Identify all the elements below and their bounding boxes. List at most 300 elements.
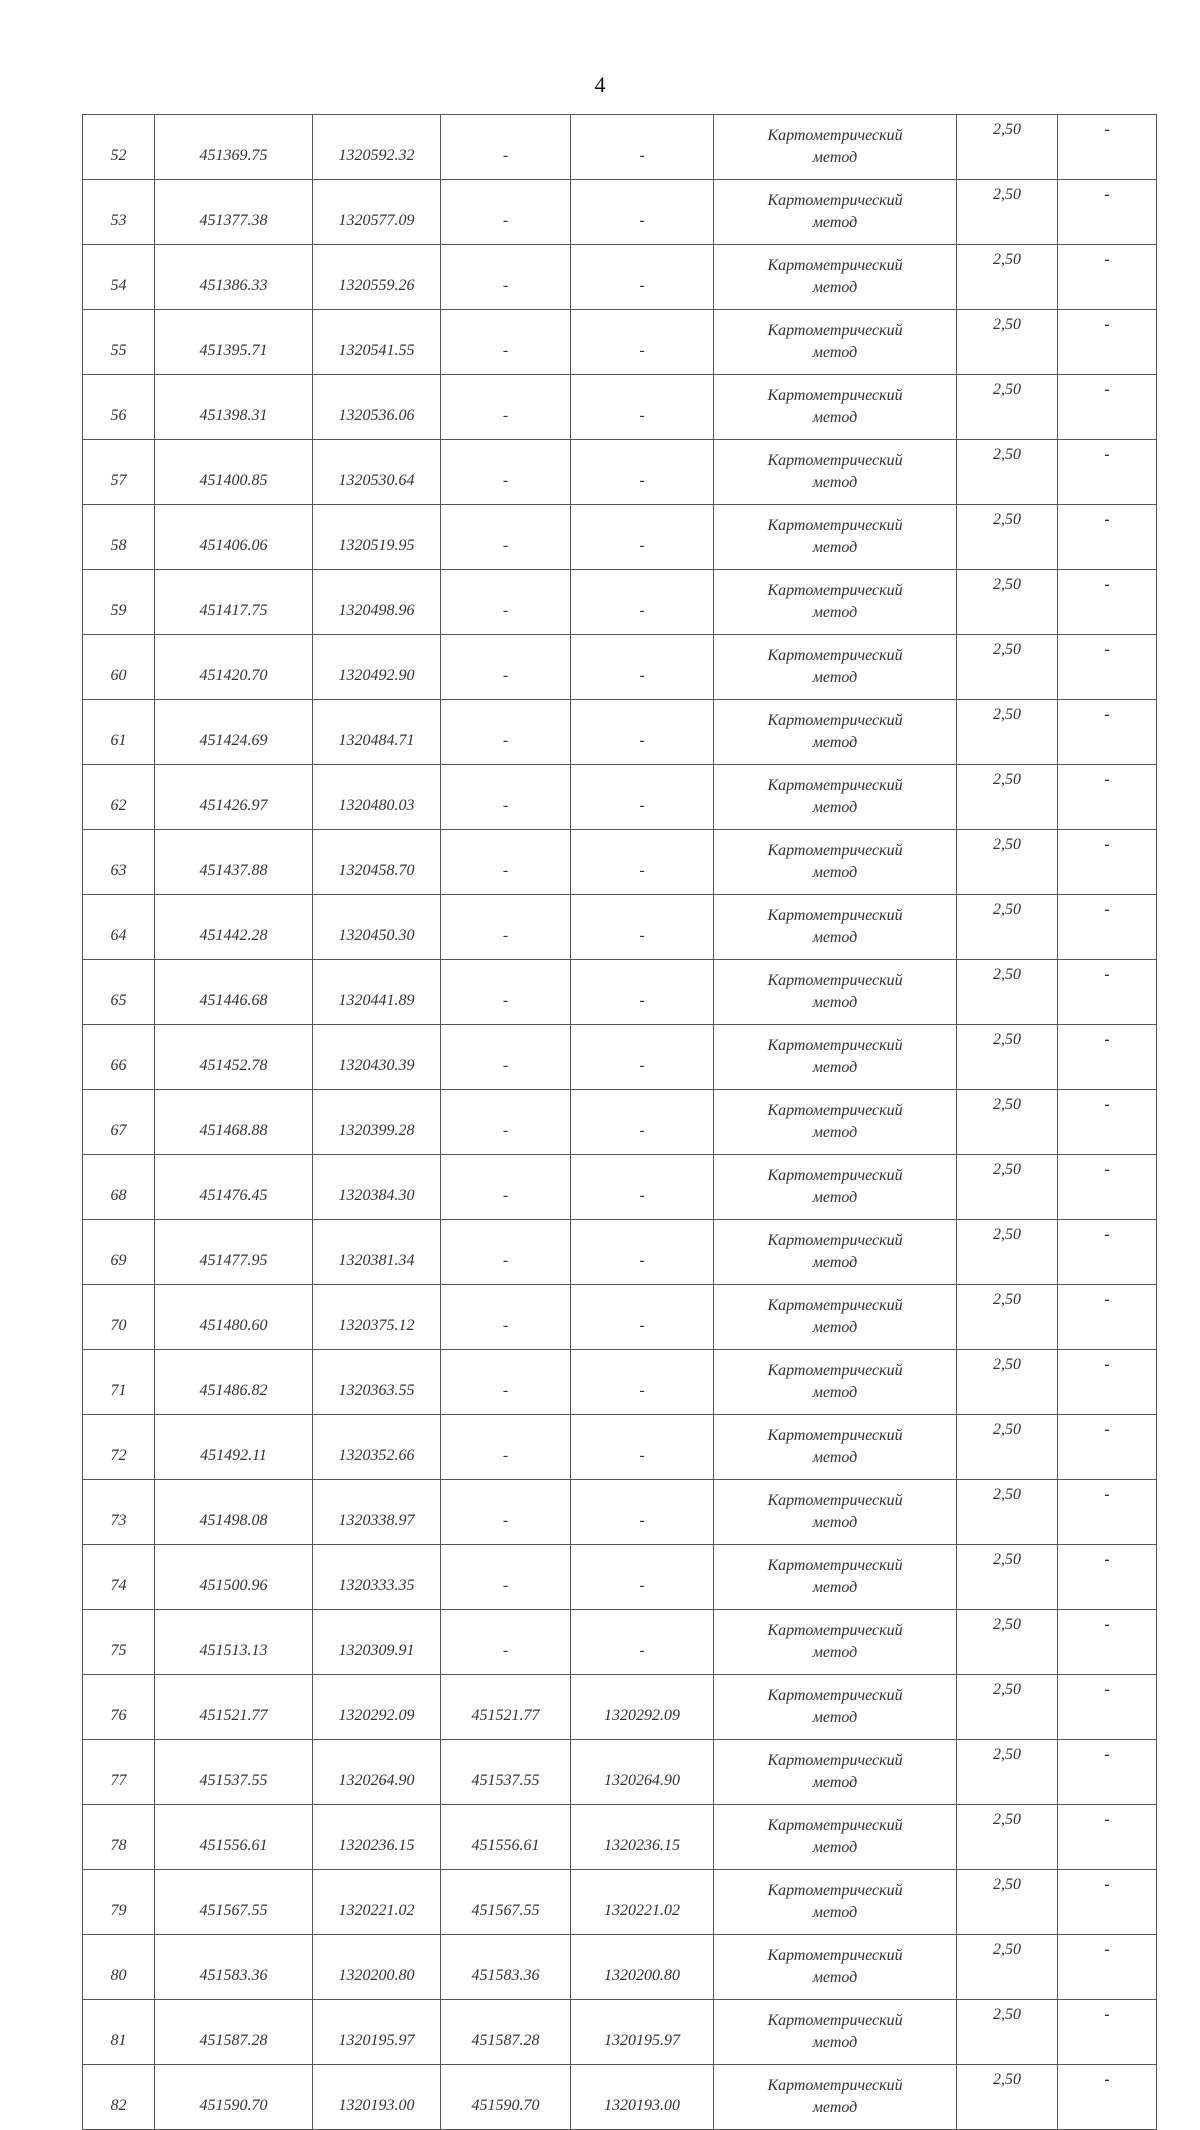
method-cell [714,1610,957,1675]
table-row [83,635,1157,700]
y-coordinate-cell: 1320530.64 [313,440,441,505]
x-old-coordinate-cell: 451587.28 [441,2000,571,2065]
method-cell [714,570,957,635]
coordinates-table [82,114,1157,2130]
table-row [83,1350,1157,1415]
method-line1: Картометрический [767,712,903,729]
x-old-coordinate-cell: - [441,1025,571,1090]
x-coordinate-cell: 451498.08 [155,1480,313,1545]
y-old-coordinate-cell: - [571,1350,714,1415]
x-coordinate-cell: 451395.71 [155,310,313,375]
y-coordinate-cell: 1320480.03 [313,765,441,830]
error-value-cell: 2,50 [957,1805,1058,1870]
note-cell: - [1058,765,1157,830]
error-value-cell: 2,50 [957,1545,1058,1610]
method-line1: Картометрический [767,1752,903,1769]
table-row [83,570,1157,635]
y-old-coordinate-cell: - [571,765,714,830]
note-cell: - [1058,1285,1157,1350]
x-coordinate-cell: 451420.70 [155,635,313,700]
method-line1: Картометрический [767,517,903,534]
x-coordinate-cell: 451468.88 [155,1090,313,1155]
method-line2: метод [812,669,858,686]
note-cell: - [1058,1025,1157,1090]
x-old-coordinate-cell: - [441,375,571,440]
point-number-cell: 77 [83,1740,155,1805]
method-cell [714,1675,957,1740]
x-coordinate-cell: 451476.45 [155,1155,313,1220]
method-line2: метод [812,1904,858,1921]
method-cell [714,1545,957,1610]
method-cell [714,375,957,440]
error-value-cell: 2,50 [957,115,1058,180]
y-coordinate-cell: 1320458.70 [313,830,441,895]
point-number-cell: 82 [83,2065,155,2130]
point-number-cell: 69 [83,1220,155,1285]
point-number-cell: 56 [83,375,155,440]
y-old-coordinate-cell: - [571,1090,714,1155]
y-coordinate-cell: 1320338.97 [313,1480,441,1545]
x-coordinate-cell: 451398.31 [155,375,313,440]
note-cell: - [1058,2000,1157,2065]
method-line1: Картометрический [767,452,903,469]
note-cell: - [1058,960,1157,1025]
point-number-cell: 67 [83,1090,155,1155]
note-cell: - [1058,1675,1157,1740]
table-row [83,375,1157,440]
y-old-coordinate-cell: - [571,1610,714,1675]
point-number-cell: 53 [83,180,155,245]
method-line2: метод [812,604,858,621]
y-old-coordinate-cell: - [571,1025,714,1090]
point-number-cell: 57 [83,440,155,505]
method-line2: метод [812,1254,858,1271]
x-coordinate-cell: 451369.75 [155,115,313,180]
point-number-cell: 62 [83,765,155,830]
x-coordinate-cell: 451513.13 [155,1610,313,1675]
method-cell [714,960,957,1025]
error-value-cell: 2,50 [957,1285,1058,1350]
x-coordinate-cell: 451406.06 [155,505,313,570]
method-line2: метод [812,994,858,1011]
x-old-coordinate-cell: 451537.55 [441,1740,571,1805]
x-coordinate-cell: 451567.55 [155,1870,313,1935]
note-cell: - [1058,1935,1157,2000]
method-cell [714,1220,957,1285]
note-cell: - [1058,570,1157,635]
x-old-coordinate-cell: - [441,115,571,180]
y-old-coordinate-cell: - [571,375,714,440]
y-coordinate-cell: 1320193.00 [313,2065,441,2130]
method-line2: метод [812,1579,858,1596]
note-cell: - [1058,1155,1157,1220]
method-cell [714,1805,957,1870]
x-old-coordinate-cell: - [441,1480,571,1545]
point-number-cell: 72 [83,1415,155,1480]
y-old-coordinate-cell: - [571,1285,714,1350]
error-value-cell: 2,50 [957,1090,1058,1155]
y-coordinate-cell: 1320309.91 [313,1610,441,1675]
x-old-coordinate-cell: - [441,570,571,635]
table-row [83,1090,1157,1155]
method-line1: Картометрический [767,2012,903,2029]
y-coordinate-cell: 1320264.90 [313,1740,441,1805]
x-old-coordinate-cell: - [441,245,571,310]
table-row [83,1610,1157,1675]
note-cell: - [1058,375,1157,440]
table-row [83,765,1157,830]
y-old-coordinate-cell: - [571,1220,714,1285]
error-value-cell: 2,50 [957,440,1058,505]
y-old-coordinate-cell: - [571,1155,714,1220]
table-row [83,180,1157,245]
table-row [83,1285,1157,1350]
method-line2: метод [812,1969,858,1986]
method-cell [714,1480,957,1545]
method-line2: метод [812,929,858,946]
point-number-cell: 76 [83,1675,155,1740]
y-coordinate-cell: 1320352.66 [313,1415,441,1480]
error-value-cell: 2,50 [957,2000,1058,2065]
y-old-coordinate-cell: - [571,895,714,960]
point-number-cell: 74 [83,1545,155,1610]
y-old-coordinate-cell: - [571,830,714,895]
y-coordinate-cell: 1320559.26 [313,245,441,310]
method-line2: метод [812,2099,858,2116]
note-cell: - [1058,440,1157,505]
y-old-coordinate-cell: 1320195.97 [571,2000,714,2065]
note-cell: - [1058,1220,1157,1285]
error-value-cell: 2,50 [957,1610,1058,1675]
note-cell: - [1058,1350,1157,1415]
y-old-coordinate-cell: - [571,570,714,635]
note-cell: - [1058,635,1157,700]
y-old-coordinate-cell: - [571,245,714,310]
method-line1: Картометрический [767,387,903,404]
y-old-coordinate-cell: - [571,180,714,245]
y-coordinate-cell: 1320221.02 [313,1870,441,1935]
x-coordinate-cell: 451583.36 [155,1935,313,2000]
x-old-coordinate-cell: - [441,180,571,245]
method-line1: Картометрический [767,582,903,599]
error-value-cell: 2,50 [957,1935,1058,2000]
method-cell [714,2065,957,2130]
method-line2: метод [812,279,858,296]
error-value-cell: 2,50 [957,180,1058,245]
y-coordinate-cell: 1320375.12 [313,1285,441,1350]
method-line1: Картометрический [767,1882,903,1899]
point-number-cell: 54 [83,245,155,310]
x-old-coordinate-cell: - [441,1285,571,1350]
method-cell [714,180,957,245]
x-coordinate-cell: 451556.61 [155,1805,313,1870]
point-number-cell: 58 [83,505,155,570]
note-cell: - [1058,1480,1157,1545]
error-value-cell: 2,50 [957,830,1058,895]
x-coordinate-cell: 451386.33 [155,245,313,310]
y-coordinate-cell: 1320333.35 [313,1545,441,1610]
error-value-cell: 2,50 [957,765,1058,830]
y-coordinate-cell: 1320492.90 [313,635,441,700]
method-line1: Картометрический [767,972,903,989]
method-line1: Картометрический [767,1492,903,1509]
point-number-cell: 63 [83,830,155,895]
y-old-coordinate-cell: 1320264.90 [571,1740,714,1805]
method-line1: Картометрический [767,777,903,794]
x-old-coordinate-cell: 451556.61 [441,1805,571,1870]
table-row [83,1480,1157,1545]
y-coordinate-cell: 1320200.80 [313,1935,441,2000]
note-cell: - [1058,115,1157,180]
point-number-cell: 78 [83,1805,155,1870]
method-line2: метод [812,1449,858,1466]
error-value-cell: 2,50 [957,1025,1058,1090]
note-cell: - [1058,1415,1157,1480]
y-old-coordinate-cell: 1320292.09 [571,1675,714,1740]
table-row [83,700,1157,765]
error-value-cell: 2,50 [957,635,1058,700]
y-old-coordinate-cell: - [571,440,714,505]
error-value-cell: 2,50 [957,1220,1058,1285]
y-old-coordinate-cell: 1320193.00 [571,2065,714,2130]
method-cell [714,1025,957,1090]
method-line1: Картометрический [767,1622,903,1639]
note-cell: - [1058,1805,1157,1870]
method-cell [714,635,957,700]
method-line2: метод [812,214,858,231]
error-value-cell: 2,50 [957,375,1058,440]
y-coordinate-cell: 1320195.97 [313,2000,441,2065]
method-cell [714,2000,957,2065]
x-old-coordinate-cell: - [441,765,571,830]
method-line2: метод [812,409,858,426]
method-line1: Картометрический [767,842,903,859]
note-cell: - [1058,895,1157,960]
table-row [83,1545,1157,1610]
note-cell: - [1058,2065,1157,2130]
method-line2: метод [812,1384,858,1401]
method-cell [714,1090,957,1155]
error-value-cell: 2,50 [957,505,1058,570]
point-number-cell: 59 [83,570,155,635]
point-number-cell: 61 [83,700,155,765]
x-coordinate-cell: 451492.11 [155,1415,313,1480]
table-row [83,1805,1157,1870]
table-row [83,505,1157,570]
table-row [83,1675,1157,1740]
method-line2: метод [812,734,858,751]
x-old-coordinate-cell: - [441,635,571,700]
method-line1: Картометрический [767,322,903,339]
x-old-coordinate-cell: 451583.36 [441,1935,571,2000]
method-cell [714,1415,957,1480]
point-number-cell: 81 [83,2000,155,2065]
y-old-coordinate-cell: - [571,635,714,700]
x-coordinate-cell: 451537.55 [155,1740,313,1805]
error-value-cell: 2,50 [957,570,1058,635]
table-row [83,2000,1157,2065]
y-coordinate-cell: 1320381.34 [313,1220,441,1285]
method-line2: метод [812,1124,858,1141]
error-value-cell: 2,50 [957,895,1058,960]
table-row [83,310,1157,375]
note-cell: - [1058,830,1157,895]
method-cell [714,1350,957,1415]
y-coordinate-cell: 1320484.71 [313,700,441,765]
note-cell: - [1058,310,1157,375]
x-coordinate-cell: 451486.82 [155,1350,313,1415]
table-row [83,245,1157,310]
point-number-cell: 60 [83,635,155,700]
x-old-coordinate-cell: - [441,440,571,505]
x-old-coordinate-cell: - [441,1545,571,1610]
method-line2: метод [812,1774,858,1791]
x-coordinate-cell: 451452.78 [155,1025,313,1090]
y-coordinate-cell: 1320384.30 [313,1155,441,1220]
x-old-coordinate-cell: - [441,1220,571,1285]
method-line1: Картометрический [767,1297,903,1314]
method-cell [714,1870,957,1935]
x-old-coordinate-cell: - [441,1155,571,1220]
point-number-cell: 66 [83,1025,155,1090]
table-row [83,115,1157,180]
method-cell [714,115,957,180]
method-cell [714,310,957,375]
point-number-cell: 64 [83,895,155,960]
method-line2: метод [812,2034,858,2051]
y-old-coordinate-cell: - [571,960,714,1025]
x-coordinate-cell: 451437.88 [155,830,313,895]
x-coordinate-cell: 451442.28 [155,895,313,960]
x-old-coordinate-cell: - [441,830,571,895]
note-cell: - [1058,505,1157,570]
y-coordinate-cell: 1320519.95 [313,505,441,570]
y-coordinate-cell: 1320577.09 [313,180,441,245]
method-cell [714,1740,957,1805]
table-row [83,1870,1157,1935]
method-line2: метод [812,1059,858,1076]
y-coordinate-cell: 1320363.55 [313,1350,441,1415]
x-coordinate-cell: 451521.77 [155,1675,313,1740]
method-line2: метод [812,344,858,361]
method-line1: Картометрический [767,647,903,664]
x-old-coordinate-cell: - [441,1610,571,1675]
point-number-cell: 52 [83,115,155,180]
method-line1: Картометрический [767,127,903,144]
method-line1: Картометрический [767,907,903,924]
x-coordinate-cell: 451446.68 [155,960,313,1025]
method-cell [714,1935,957,2000]
method-line1: Картометрический [767,1817,903,1834]
method-line2: метод [812,474,858,491]
note-cell: - [1058,245,1157,310]
y-coordinate-cell: 1320536.06 [313,375,441,440]
error-value-cell: 2,50 [957,1155,1058,1220]
table-row [83,2065,1157,2130]
table-row [83,1935,1157,2000]
table-row [83,1025,1157,1090]
x-coordinate-cell: 451500.96 [155,1545,313,1610]
method-cell [714,1155,957,1220]
note-cell: - [1058,700,1157,765]
method-line2: метод [812,1644,858,1661]
x-coordinate-cell: 451477.95 [155,1220,313,1285]
method-line1: Картометрический [767,1232,903,1249]
method-cell [714,1285,957,1350]
point-number-cell: 79 [83,1870,155,1935]
error-value-cell: 2,50 [957,1870,1058,1935]
note-cell: - [1058,180,1157,245]
method-line1: Картометрический [767,257,903,274]
error-value-cell: 2,50 [957,1740,1058,1805]
method-cell [714,440,957,505]
x-old-coordinate-cell: - [441,960,571,1025]
table-row [83,830,1157,895]
x-coordinate-cell: 451590.70 [155,2065,313,2130]
page-number: 4 [594,72,606,97]
error-value-cell: 2,50 [957,960,1058,1025]
point-number-cell: 68 [83,1155,155,1220]
y-old-coordinate-cell: 1320236.15 [571,1805,714,1870]
x-coordinate-cell: 451400.85 [155,440,313,505]
x-coordinate-cell: 451587.28 [155,2000,313,2065]
x-coordinate-cell: 451377.38 [155,180,313,245]
point-number-cell: 73 [83,1480,155,1545]
x-old-coordinate-cell: - [441,310,571,375]
error-value-cell: 2,50 [957,2065,1058,2130]
y-coordinate-cell: 1320430.39 [313,1025,441,1090]
method-line2: метод [812,1189,858,1206]
error-value-cell: 2,50 [957,1480,1058,1545]
method-cell [714,765,957,830]
table-row [83,1155,1157,1220]
y-old-coordinate-cell: - [571,1480,714,1545]
note-cell: - [1058,1610,1157,1675]
x-coordinate-cell: 451417.75 [155,570,313,635]
y-coordinate-cell: 1320450.30 [313,895,441,960]
error-value-cell: 2,50 [957,245,1058,310]
x-coordinate-cell: 451426.97 [155,765,313,830]
x-coordinate-cell: 451424.69 [155,700,313,765]
method-line1: Картометрический [767,192,903,209]
method-line2: метод [812,539,858,556]
table-row [83,1740,1157,1805]
y-coordinate-cell: 1320399.28 [313,1090,441,1155]
method-line1: Картометрический [767,1947,903,1964]
method-cell [714,895,957,960]
y-old-coordinate-cell: 1320221.02 [571,1870,714,1935]
x-coordinate-cell: 451480.60 [155,1285,313,1350]
method-cell [714,245,957,310]
error-value-cell: 2,50 [957,310,1058,375]
point-number-cell: 71 [83,1350,155,1415]
y-old-coordinate-cell: - [571,310,714,375]
point-number-cell: 70 [83,1285,155,1350]
y-coordinate-cell: 1320292.09 [313,1675,441,1740]
y-old-coordinate-cell: - [571,115,714,180]
method-line1: Картометрический [767,1687,903,1704]
method-cell [714,505,957,570]
x-old-coordinate-cell: 451590.70 [441,2065,571,2130]
y-old-coordinate-cell: - [571,505,714,570]
note-cell: - [1058,1545,1157,1610]
method-line1: Картометрический [767,1362,903,1379]
y-coordinate-cell: 1320541.55 [313,310,441,375]
y-old-coordinate-cell: - [571,1415,714,1480]
method-line2: метод [812,864,858,881]
error-value-cell: 2,50 [957,1350,1058,1415]
y-coordinate-cell: 1320498.96 [313,570,441,635]
